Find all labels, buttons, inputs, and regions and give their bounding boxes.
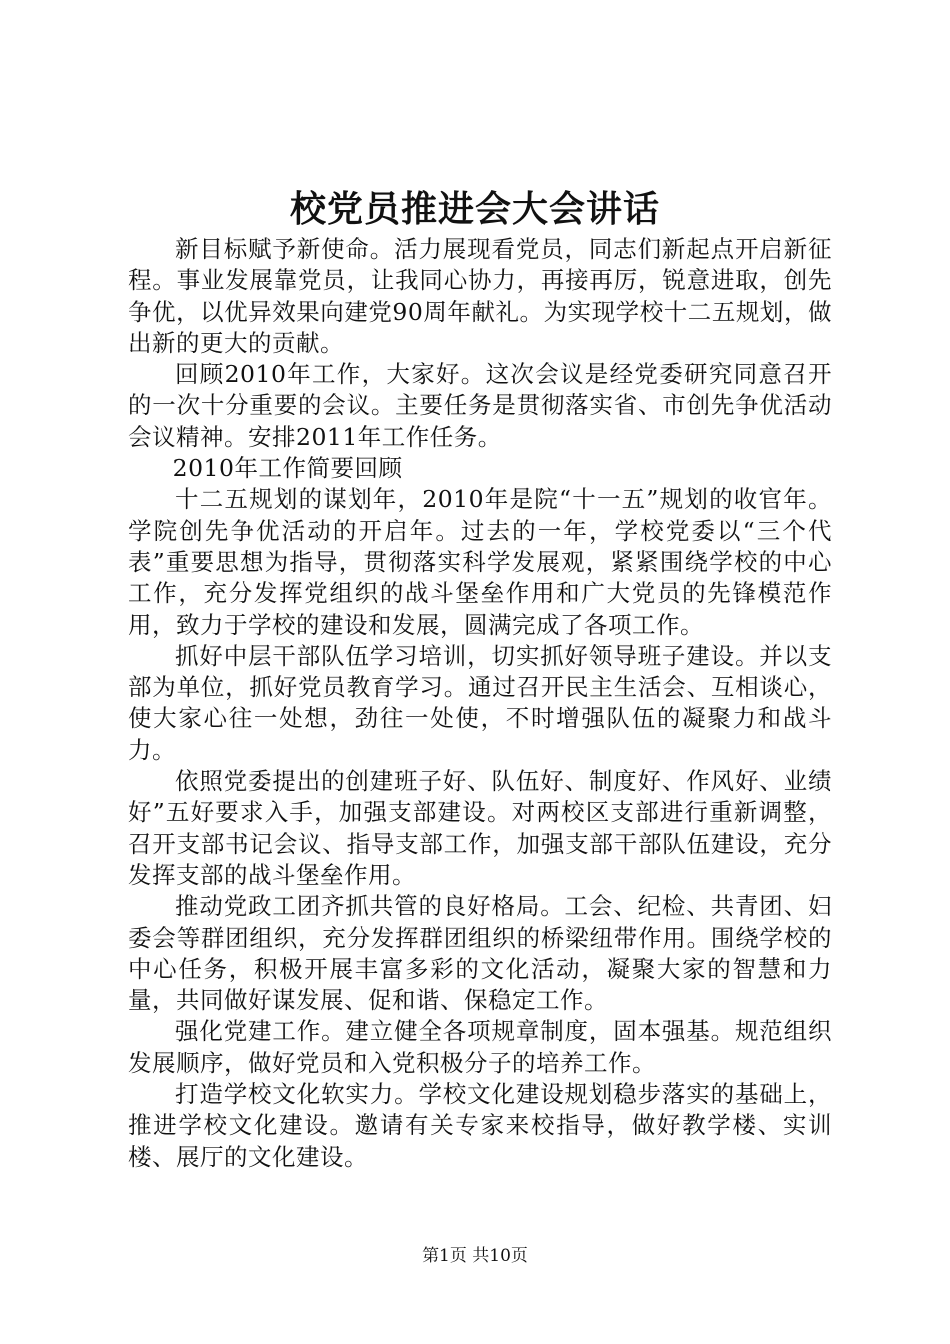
paragraph-8: 打造学校文化软实力。学校文化建设规划稳步落实的基础上，推进学校文化建设。邀请有关专家来校指导，做好教学楼、实训楼、展厅的文化建设。 — [128, 1080, 832, 1171]
paragraph-6: 推动党政工团齐抓共管的良好格局。工会、纪检、共青团、妇委会等群团组织，充分发挥群团组织的桥梁纽带作用。围绕学校的中心任务，积极开展丰富多彩的文化活动，凝聚大家的智慧和力量，共同做好谋发展、促和谐、保稳定工作。 — [128, 892, 832, 1015]
paragraph-7: 强化党建工作。建立健全各项规章制度，固本强基。规范组织发展顺序，做好党员和入党积极分子的培养工作。 — [128, 1017, 832, 1077]
page-footer: 第1页 共10页 — [422, 1246, 528, 1266]
paragraph-4: 抓好中层干部队伍学习培训，切实抓好领导班子建设。并以支部为单位，抓好党员教育学习。通过召开民主生活会、互相谈心，使大家心往一处想，劲往一处使，不时增强队伍的凝聚力和战斗力。 — [128, 641, 832, 764]
document-body — [128, 234, 832, 1173]
section-heading: 2010年工作简要回顾 — [172, 454, 403, 483]
paragraph-2: 回顾2010年工作，大家好。这次会议是经党委研究同意召开的一次十分重要的会议。主要任务是贯彻落实省、市创先争优活动会议精神。安排2011年工作任务。 — [128, 360, 832, 451]
page-title: 校党员推进会大会讲话 — [289, 188, 660, 230]
paragraph-1: 新目标赋予新使命。活力展现看党员，同志们新起点开启新征程。事业发展靠党员，让我同心协力，再接再厉，锐意进取，创先争优，以优异效果向建党90周年献礼。为实现学校十二五规划，做出新的更大的贡献。 — [128, 235, 832, 357]
paragraph-3: 十二五规划的谋划年，2010年是院“十一五”规划的收官年。学院创先争优活动的开启年。过去的一年，学校党委以“三个代表”重要思想为指导，贯彻落实科学发展观，紧紧围绕学校的中心工作，充分发挥党组织的战斗堡垒作用和广大党员的先锋模范作用，致力于学校的建设和发展，圆满完成了各项工作。 — [128, 485, 832, 639]
paragraph-5: 依照党委提出的创建班子好、队伍好、制度好、作风好、业绩好”五好要求入手，加强支部建设。对两校区支部进行重新调整，召开支部书记会议、指导支部工作，加强支部干部队伍建设，充分发挥支部的战斗堡垒作用。 — [128, 767, 832, 889]
